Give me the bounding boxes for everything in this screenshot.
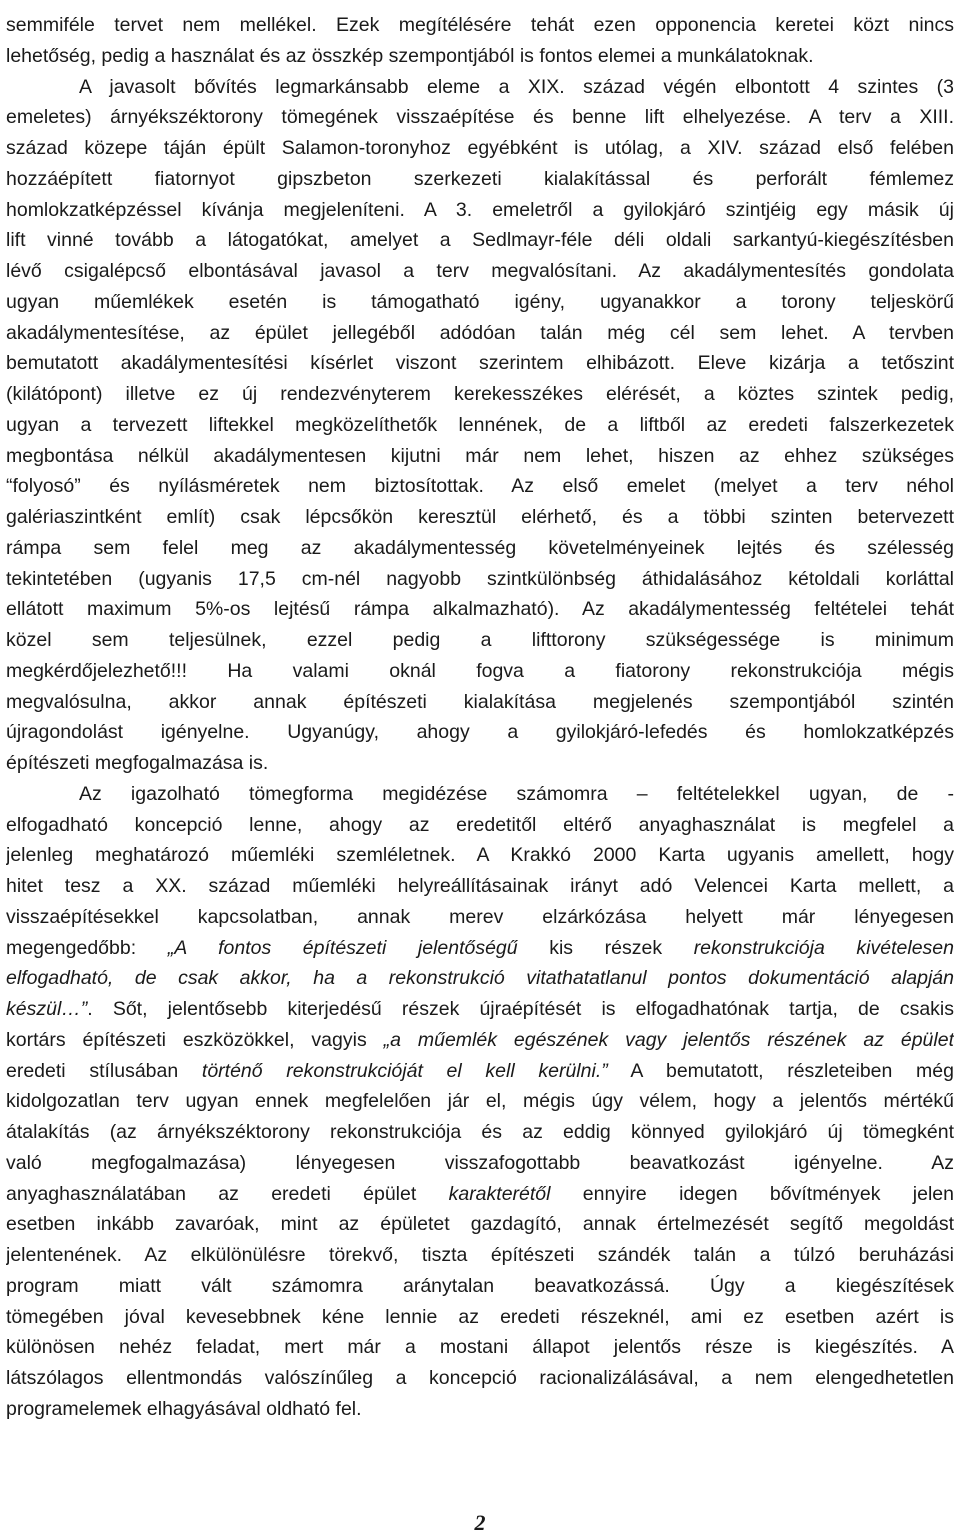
text-segment: visszaépítésekkel kapcsolatban, annak merev elzárkózása helyett már lényegesen bbox=[6, 905, 954, 928]
text-segment: hozzáépített fiatornyot gipszbeton szerkezeti kialakítással és perforált fémlemez bbox=[6, 167, 954, 190]
text-segment: különösen nehéz feladat, mert már a mostani állapot jelentős része is kiegészítés. A bbox=[6, 1336, 954, 1359]
text-segment: elfogadható koncepció lenne, ahogy az eredetitől eltérő anyaghasználat is megfelel a bbox=[6, 813, 954, 836]
text-line bbox=[6, 502, 954, 532]
text-segment: hitet tesz a XX. század műemléki helyreállításainak irányt adó Velencei Karta mellett, a bbox=[6, 875, 954, 897]
text-segment: ellátott maximum 5%-os lejtésű rámpa alkalmazható). Az akadálymentesség feltételei tehát bbox=[6, 598, 954, 621]
text-segment: galériaszintként említ) csak lépcsőkön keresztül elérhető, és a többi szinten betervezett bbox=[6, 506, 954, 528]
text-segment: tekintetében (ugyanis 17,5 cm-nél nagyobb szintkülönbség áthidalásához kétoldali korláttal bbox=[6, 567, 954, 590]
text-segment: ugyan műemlékek esetén is támogatható igény, ugyanakkor a torony teljeskörű bbox=[6, 290, 954, 313]
italic-text-segment: karakterétől bbox=[448, 1182, 551, 1205]
text-line bbox=[6, 810, 954, 840]
text-segment: kidolgozatlan terv ugyan ennek megfelelően jár el, mégis úgy vélem, hogy a jelentős mértékű bbox=[6, 1090, 954, 1113]
text-segment: homlokzatképzéssel kívánja megjeleníteni. A 3. emeletről a gyilokjáró szintjéig egy másik új bbox=[6, 198, 954, 221]
text-line bbox=[6, 1209, 954, 1239]
text-line bbox=[6, 10, 954, 40]
text-segment: század közepe táján épült Salamon-toronyhoz egyébként is utólag, a XIV. század első felében bbox=[6, 137, 954, 159]
text-segment: megengedőbb: bbox=[6, 936, 168, 959]
text-line bbox=[6, 717, 954, 747]
text-line bbox=[6, 1271, 954, 1301]
text-segment: emeletes) árnyékszéktorony tömegének visszaépítése és benne lift elhelyezése. A terv a XIII. bbox=[6, 106, 954, 129]
text-segment: jelentenének. Az elkülönülésre törekvő, tiszta építészeti szándék talán a túlzó beruházási bbox=[6, 1244, 954, 1266]
text-line bbox=[6, 1363, 954, 1393]
italic-text-segment: „a műemlék egészének vagy jelentős részének az épület bbox=[383, 1028, 954, 1051]
text-line bbox=[6, 348, 954, 378]
text-line bbox=[6, 687, 954, 717]
text-line bbox=[6, 471, 954, 501]
text-segment: (kilátópont) illetve ez új rendezvényterem kerekesszékes elérését, a köztes szintek pedig, bbox=[6, 383, 954, 405]
text-segment: ennyire idegen bővítmények jelen bbox=[550, 1182, 954, 1205]
text-segment: látszólagos ellentmondás valószínűleg a koncepció racionalizálásával, a nem elengedhetetlen bbox=[6, 1367, 954, 1389]
text-line bbox=[6, 1148, 954, 1178]
text-line bbox=[6, 1394, 954, 1424]
text-segment: esetben inkább zavaróak, mint az épületet gazdagító, annak értelmezését segítő megoldást bbox=[6, 1213, 954, 1236]
text-line bbox=[6, 318, 954, 348]
text-segment: lévő csigalépcső elbontásával javasol a terv megvalósítani. Az akadálymentesítés gondolata bbox=[6, 260, 954, 282]
text-line bbox=[6, 164, 954, 194]
text-segment: megkérdőjelezhető!!! Ha valami oknál fogva a fiatorony rekonstrukciója mégis bbox=[6, 659, 954, 682]
italic-text-segment: „A fontos építészeti jelentőségű bbox=[167, 936, 518, 959]
text-line bbox=[6, 410, 954, 440]
text-line bbox=[6, 902, 954, 932]
text-line bbox=[6, 748, 954, 778]
text-line bbox=[6, 994, 954, 1024]
text-line bbox=[6, 594, 954, 624]
text-line bbox=[6, 1117, 954, 1147]
text-line bbox=[6, 840, 954, 870]
text-line bbox=[6, 72, 954, 102]
text-segment: újragondolást igényelne. Ugyanúgy, ahogy a gyilokjáró-lefedés és homlokzatképzés bbox=[6, 721, 954, 744]
italic-text-segment: rekonstrukciója kivételesen bbox=[693, 936, 954, 959]
text-segment: kortárs építészeti eszközökkel, vagyis bbox=[6, 1028, 384, 1051]
text-line bbox=[6, 287, 954, 317]
text-segment: semmiféle tervet nem mellékel. Ezek megítélésére tehát ezen opponencia keretei közt nincs bbox=[6, 14, 954, 36]
text-line bbox=[6, 625, 954, 655]
text-line bbox=[6, 656, 954, 686]
text-segment: ugyan a tervezett liftekkel megközelíthetők lennének, de a liftből az eredeti falszerkezetek bbox=[6, 413, 954, 436]
text-segment: anyaghasználatában az eredeti épület bbox=[6, 1182, 449, 1205]
text-line bbox=[6, 1179, 954, 1209]
text-segment: program miatt vált számomra aránytalan beavatkozássá. Úgy a kiegészítések bbox=[6, 1274, 954, 1297]
italic-text-segment: elfogadható, de csak akkor, ha a rekonstrukció vitathatatlanul pontos dokumentáció alapján bbox=[6, 967, 954, 990]
text-segment: jelenleg meghatározó műemléki szemléletnek. A Krakkó 2000 Karta ugyanis amellett, hogy bbox=[6, 844, 954, 867]
text-line bbox=[6, 195, 954, 225]
text-segment: eredeti stílusában bbox=[6, 1059, 202, 1082]
text-line bbox=[6, 1240, 954, 1270]
text-line bbox=[6, 133, 954, 163]
text-segment: közel sem teljesülnek, ezzel pedig a lifttorony szükségessége is minimum bbox=[6, 629, 954, 651]
text-segment: akadálymentesítése, az épület jellegéből adódóan talán még cél sem lehet. A tervben bbox=[6, 321, 954, 344]
text-segment: “folyosó” és nyílásméretek nem biztosítottak. Az első emelet (melyet a terv néhol bbox=[6, 475, 954, 498]
text-line bbox=[6, 441, 954, 471]
text-segment: átalakítás (az árnyékszéktorony rekonstrukciója és az eddig könnyed gyilokjáró új tömegként bbox=[6, 1121, 954, 1143]
text-segment: Az igazolható tömegforma megidézése számomra – feltételekkel ugyan, de - bbox=[79, 782, 954, 805]
text-line bbox=[6, 225, 954, 255]
text-segment: megbontása nélkül akadálymentesen kijutni már nem lehet, hiszen az ehhez szükséges bbox=[6, 444, 954, 467]
italic-text-segment: történő rekonstrukcióját el kell kerülni.” bbox=[201, 1059, 608, 1082]
text-line bbox=[6, 41, 954, 71]
text-segment: építészeti megfogalmazása is. bbox=[6, 752, 269, 774]
text-line bbox=[6, 379, 954, 409]
text-segment: tömegében jóval kevesebbnek kéne lennie az eredeti részeknél, ami ez esetben azért is bbox=[6, 1305, 954, 1328]
text-line bbox=[6, 1025, 954, 1055]
text-line bbox=[6, 963, 954, 993]
text-line bbox=[6, 871, 954, 901]
text-segment: rámpa sem felel meg az akadálymentesség követelményeinek lejtés és szélesség bbox=[6, 536, 954, 559]
text-line bbox=[6, 256, 954, 286]
text-line bbox=[6, 533, 954, 563]
text-line bbox=[6, 1332, 954, 1362]
text-segment: lift vinné tovább a látogatókat, amelyet a Sedlmayr-féle déli oldali sarkantyú-kiegészítésben bbox=[6, 229, 954, 252]
text-segment: való megfogalmazása) lényegesen visszafogottabb beavatkozást igényelne. Az bbox=[6, 1151, 954, 1174]
text-segment: bemutatott akadálymentesítési kísérlet viszont szerintem elhibázott. Eleve kizárja a tetőszint bbox=[6, 352, 954, 375]
text-segment: A bemutatott, részleteiben még bbox=[607, 1059, 954, 1082]
page-number: 2 bbox=[474, 1510, 486, 1535]
text-segment: programelemek elhagyásával oldható fel. bbox=[6, 1397, 362, 1420]
text-line bbox=[6, 1086, 954, 1116]
text-line bbox=[6, 102, 954, 132]
italic-text-segment: készül…” bbox=[6, 998, 88, 1020]
text-segment: lehetőség, pedig a használat és az összkép szempontjából is fontos elemei a munkálatoknak. bbox=[6, 44, 814, 67]
text-line bbox=[6, 1056, 954, 1086]
text-segment: megvalósulna, akkor annak építészeti kialakítása megjelenés szempontjából szintén bbox=[6, 690, 954, 713]
text-line bbox=[6, 933, 954, 963]
text-line bbox=[6, 779, 954, 809]
text-segment: A javasolt bővítés legmarkánsabb eleme a XIX. század végén elbontott 4 szintes (3 bbox=[79, 75, 954, 98]
text-segment: kis részek bbox=[517, 936, 694, 959]
text-line bbox=[6, 564, 954, 594]
text-segment: . Sőt, jelentősebb kiterjedésű részek újraépítését is elfogadhatónak tartja, de csakis bbox=[87, 998, 954, 1020]
text-line bbox=[6, 1302, 954, 1332]
